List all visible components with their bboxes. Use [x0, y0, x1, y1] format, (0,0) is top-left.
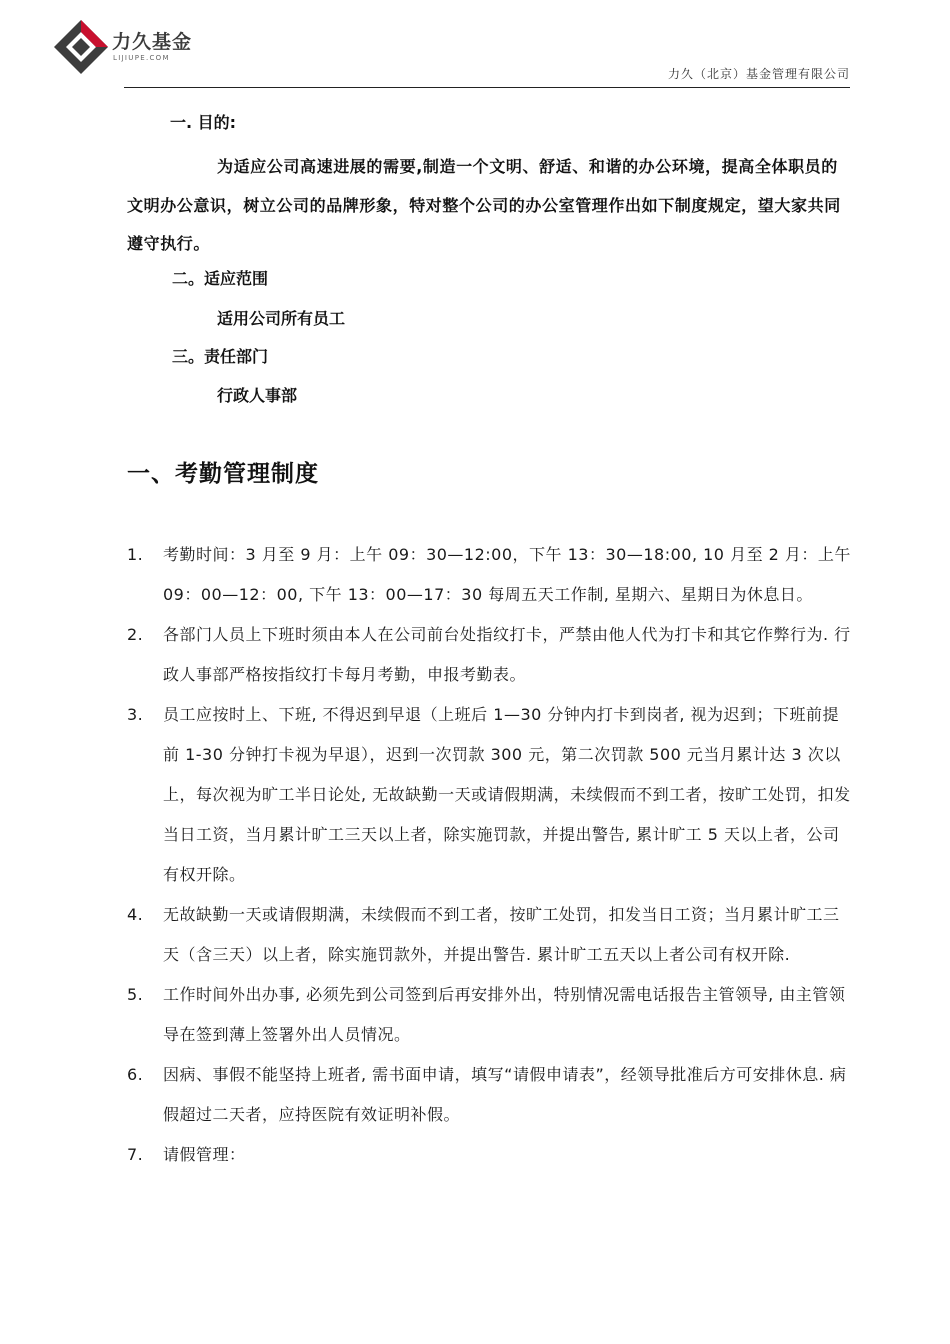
list-item-text: 因病、事假不能坚持上班者, 需书面申请，填写“请假申请表”，经领导批准后方可安排休息. 病假超过二天者，应持医院有效证明补假。	[163, 1065, 847, 1124]
list-item-text: 员工应按时上、下班, 不得迟到早退（上班后 1—30 分钟内打卡到岗者, 视为迟到；下班前提前 1-30 分钟打卡视为早退），迟到一次罚款 300 元，第二次罚款 500 元当月累计达 3 次以上，每次视为旷工半日论处, 无故缺勤一天或请假期满，未续假而不到工者，按旷工处罚，扣发当日工资，当月累计旷工三天以上者，除实施罚款，并提出警告, 累计旷工 5 天以上者，公司有权开除。	[163, 705, 851, 884]
company-logo-icon	[52, 18, 110, 76]
list-item-text: 无故缺勤一天或请假期满，未续假而不到工者，按旷工处罚，扣发当日工资；当月累计旷工三天（含三天）以上者，除实施罚款外，并提出警告. 累计旷工五天以上者公司有权开除.	[163, 905, 840, 964]
list-item-text: 工作时间外出办事, 必须先到公司签到后再安排外出，特别情况需电话报告主管领导, 由主管领导在签到薄上签署外出人员情况。	[163, 985, 846, 1044]
list-item-text: 请假管理：	[163, 1145, 246, 1164]
company-name: 力久（北京）基金管理有限公司	[667, 67, 850, 81]
scope-heading: 二。适应范围	[172, 269, 269, 288]
list-item-number: 7.	[127, 1145, 144, 1164]
list-item-number: 1.	[127, 545, 144, 564]
dept-heading: 三。责任部门	[172, 347, 269, 366]
list-item-number: 2.	[127, 625, 144, 644]
list-item	[127, 975, 851, 1055]
list-item-number: 4.	[127, 905, 144, 924]
list-item	[127, 1055, 851, 1135]
list-item-number: 5.	[127, 985, 144, 1004]
list-item	[127, 695, 851, 895]
purpose-paragraph: 为适应公司高速进展的需要,制造一个文明、舒适、和谐的办公环境，提高全体职员的文明办公意识，树立公司的品牌形象，特对整个公司的办公室管理作出如下制度规定，望大家共同遵守执行。	[127, 157, 841, 253]
logo-domain: LIJIUPE.COM	[113, 54, 170, 62]
header-divider	[124, 87, 850, 88]
page-header	[0, 0, 950, 95]
purpose-heading: 一. 目的:	[170, 113, 237, 132]
list-item-text: 考勤时间：3 月至 9 月：上午 09：30—12:00，下午 13：30—18:00, 10 月至 2 月：上午 09：00—12：00, 下午 13：00—17：30 每周五天工作制, 星期六、星期日为休息日。	[163, 545, 851, 604]
list-item-number: 6.	[127, 1065, 144, 1084]
list-item	[127, 535, 851, 615]
list-item-text: 各部门人员上下班时须由本人在公司前台处指纹打卡，严禁由他人代为打卡和其它作弊行为. 行政人事部严格按指纹打卡每月考勤，申报考勤表。	[163, 625, 851, 684]
list-item-number: 3.	[127, 705, 144, 724]
logo-text: 力久基金	[112, 31, 193, 53]
attendance-rule-list	[127, 535, 851, 1175]
list-item	[127, 615, 851, 695]
list-item	[127, 1135, 851, 1175]
scope-text: 适用公司所有员工	[217, 309, 346, 328]
section-title: 一、考勤管理制度	[127, 461, 319, 487]
dept-text: 行政人事部	[217, 386, 298, 405]
list-item	[127, 895, 851, 975]
